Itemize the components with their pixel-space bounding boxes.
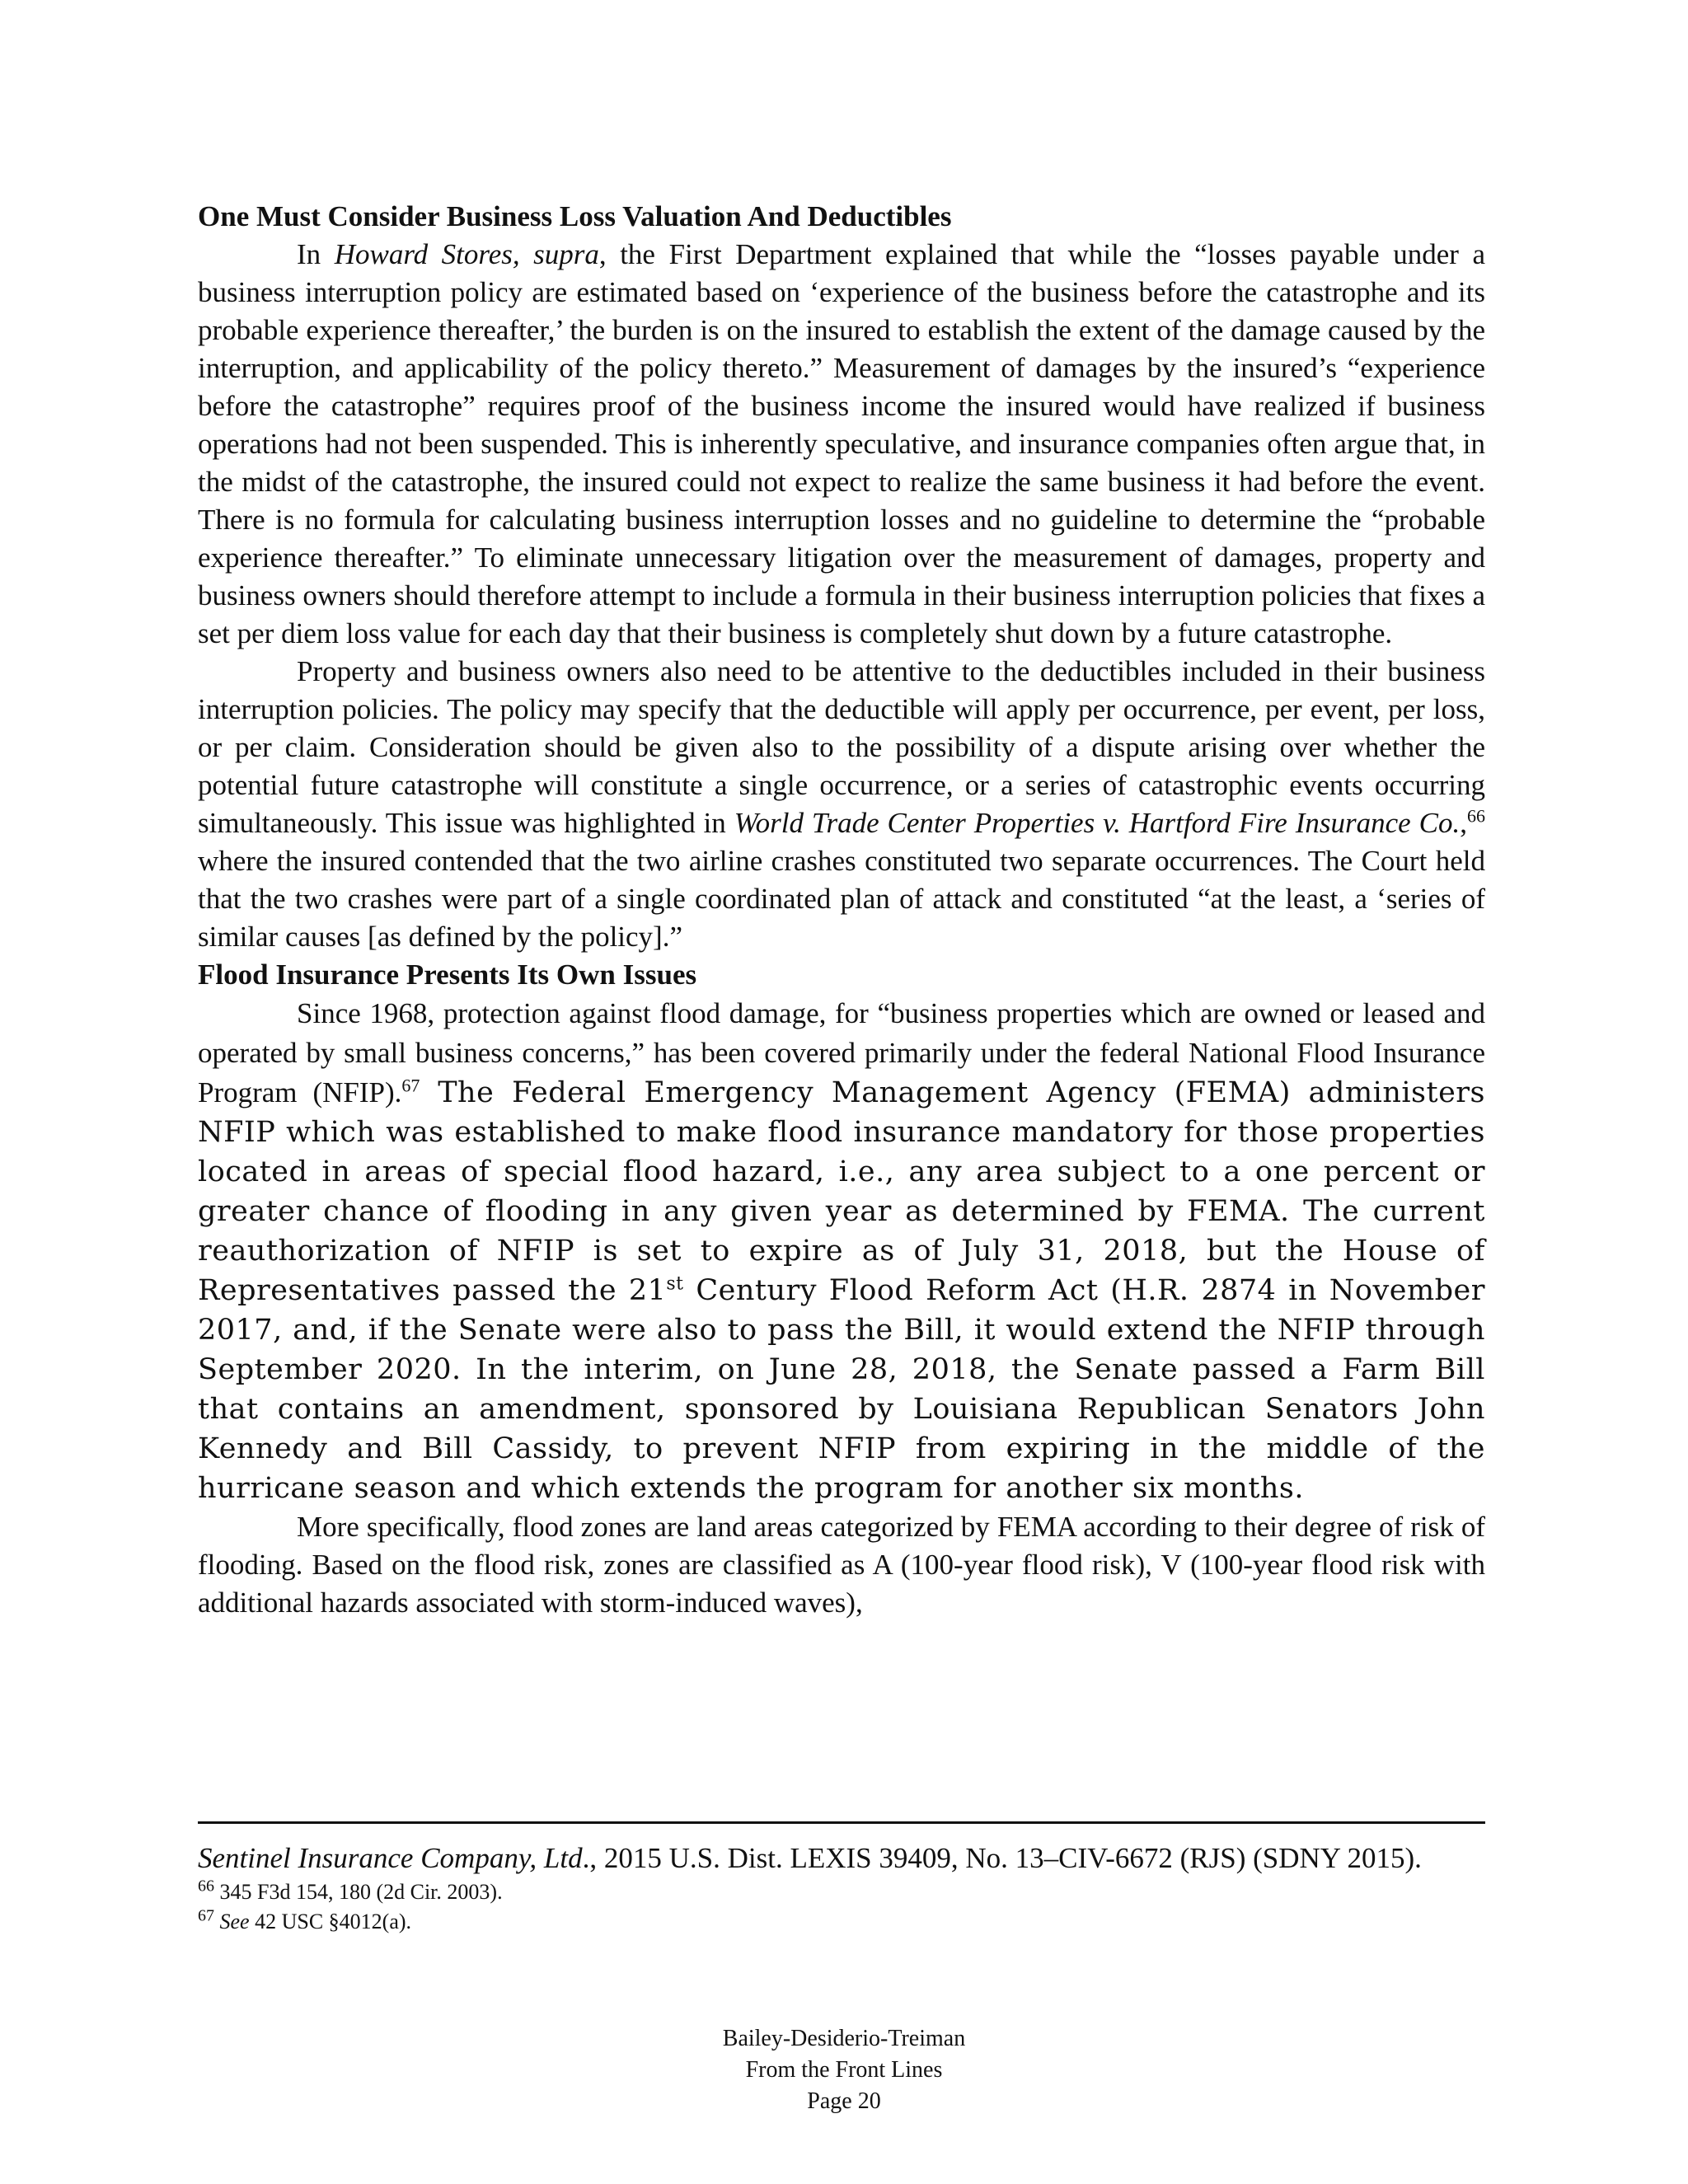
page-footer: [0, 2023, 1688, 2117]
section-heading-business-loss: One Must Consider Business Loss Valuation And Deductibles: [198, 200, 952, 232]
footnote-see: See: [219, 1910, 250, 1933]
page-number: Page 20: [807, 2088, 881, 2114]
footnote-ref-67[interactable]: 67: [401, 1075, 420, 1096]
paragraph-nfip: [198, 994, 1485, 1508]
footnote-67: [198, 1907, 1485, 1937]
text-run: ,: [1460, 807, 1467, 839]
paragraph-howard-stores: [198, 236, 1485, 653]
text-run: The Federal Emergency Management Agency (FEMA) administers NFIP which was established to make flood insurance mandatory for those properties located in areas of special flood hazard, i.e., any area subject to a one percent or greater chance of flooding in any given year as determined by FEMA. The current reauthorization of NFIP is set to expire as of July 31, 2018, but the House of Representatives passed the 21: [198, 1076, 1485, 1307]
footnote-continuation: [198, 1840, 1485, 1877]
text-run: More specifically, flood zones are land areas categorized by FEMA according to their degree of risk of flooding. Based on the flood risk, zones are classified as A (100-year flood risk), V (100-year flood risk with additional hazards associated with storm-induced waves),: [198, 1511, 1485, 1619]
ordinal-suffix: st: [666, 1273, 684, 1295]
paragraph-flood-zones: [198, 1508, 1485, 1622]
footnote-divider: [198, 1821, 1485, 1824]
section-heading-flood-insurance: Flood Insurance Presents Its Own Issues: [198, 958, 697, 991]
case-name-howard-stores: Howard Stores, supra: [334, 238, 599, 270]
footnote-text: 345 F3d 154, 180 (2d Cir. 2003).: [214, 1880, 503, 1904]
paragraph-deductibles: [198, 653, 1485, 956]
text-run: where the insured contended that the two airline crashes constituted two separate occurrences. The Court held that the two crashes were part of a single coordinated plan of attack and constituted “at the least, a ‘series of similar causes [as defined by the policy].”: [198, 845, 1485, 953]
footnote-ref-66[interactable]: 66: [1467, 805, 1485, 827]
case-name-world-trade-center: World Trade Center Properties v. Hartford Fire Insurance Co.: [734, 807, 1461, 839]
footnote-text: 42 USC §4012(a).: [249, 1910, 412, 1933]
case-name-sentinel: Sentinel Insurance Company, Ltd: [198, 1842, 583, 1874]
footnote-66: [198, 1877, 1485, 1907]
text-run: Property and business owners also need to be attentive to the deductibles included in their business interruption policies. The policy may specify that the deductible will apply per occurrence, per event, per loss, or per claim. Consideration should be given also to the possibility of a dispute arising over whether the potential future catastrophe will constitute a single occurrence, or a series of catastrophic events occurring simultaneously. This issue was highlighted in: [198, 655, 1485, 839]
footer-authors: Bailey-Desiderio-Treiman: [722, 2026, 966, 2051]
footnotes: [198, 1840, 1485, 1937]
text-run: In: [297, 238, 335, 270]
footer-title: From the Front Lines: [745, 2057, 943, 2083]
text-run: Century Flood Reform Act (H.R. 2874 in November 2017, and, if the Senate were also to pass the Bill, it would extend the NFIP through September 2020. In the interim, on June 28, 2018, the Senate passed a Farm Bill that contains an amendment, sponsored by Louisiana Republican Senators John Kennedy and Bill Cassidy, to prevent NFIP from expiring in the middle of the hurricane season and which extends the program for another six months.: [198, 1274, 1486, 1505]
text-run: Since 1968, protection against flood damage, for “business properties which are owned or leased and operated by small business concerns,” has been covered primarily under the federal National Flood Insurance Program (NFIP).: [198, 997, 1485, 1108]
text-run: , the First Department explained that while the “losses payable under a business interruption policy are estimated based on ‘experience of the business before the catastrophe and its probable experience thereafter,’ the burden is on the insured to establish the extent of the damage caused by the interruption, and applicability of the policy thereto.” Measurement of damages by the insured’s “experience before the catastrophe” requires proof of the business income the insured would have realized if business operations had not been suspended. This is inherently speculative, and insurance companies often argue that, in the midst of the catastrophe, the insured could not expect to realize the same business it had before the event. There is no formula for calculating business interruption losses and no guideline to determine the “probable experience thereafter.” To eliminate unnecessary litigation over the measurement of damages, property and business owners should therefore attempt to include a formula in their business interruption policies that fixes a set per diem loss value for each day that their business is completely shut down by a future catastrophe.: [198, 238, 1486, 649]
footnote-number: 66: [198, 1877, 214, 1896]
text-run: ., 2015 U.S. Dist. LEXIS 39409, No. 13–CIV-6672 (RJS) (SDNY 2015).: [582, 1842, 1422, 1874]
footnote-number: 67: [198, 1906, 214, 1925]
page-body: [198, 198, 1485, 1622]
